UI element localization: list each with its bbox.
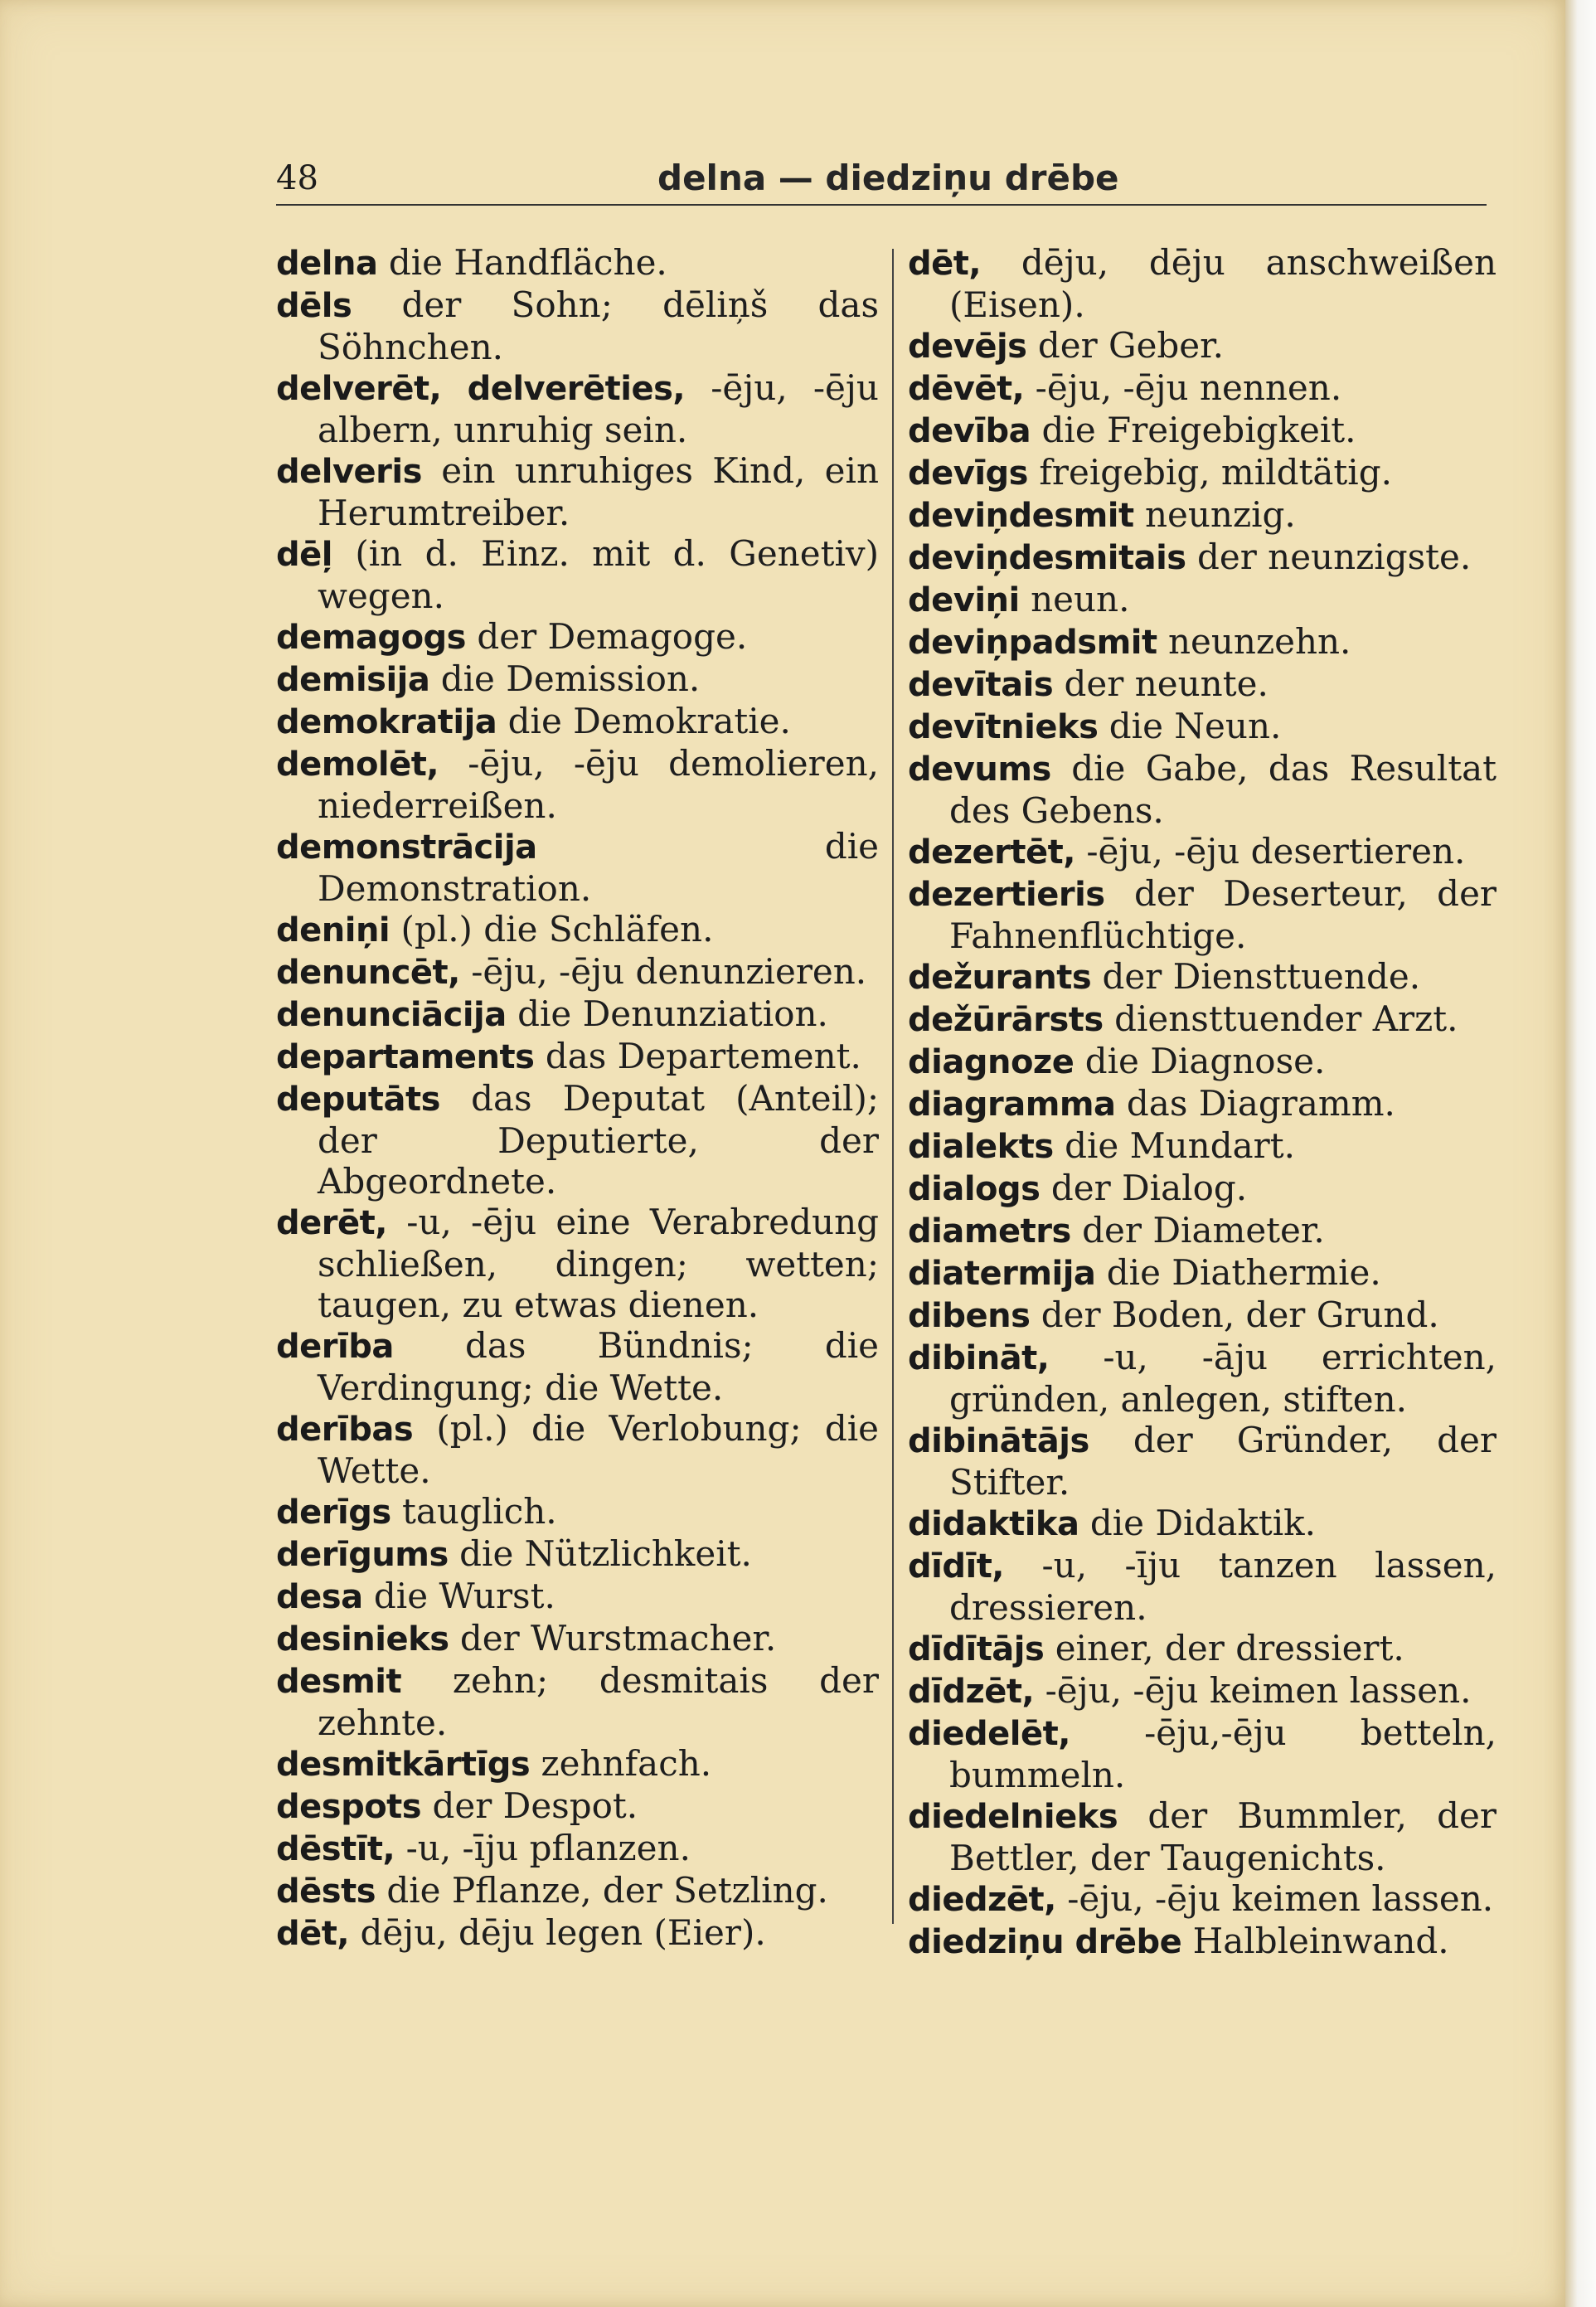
entry-definition: einer, der dressiert. [1055, 1628, 1404, 1668]
entry-definition: die Mundart. [1065, 1125, 1295, 1166]
entry-headword: devība [908, 412, 1031, 450]
dictionary-entry [276, 616, 879, 658]
left-column [276, 242, 879, 1955]
entry-definition: der Wurstmacher. [459, 1618, 777, 1659]
dictionary-entry [908, 956, 1497, 998]
dictionary-entry [908, 367, 1497, 410]
dictionary-entry [276, 1660, 879, 1743]
entry-headword: dežūrārsts [908, 1001, 1104, 1039]
entry-definition: Halbleinwand. [1192, 1921, 1449, 1961]
entry-definition: die Freigebigkeit. [1041, 410, 1356, 450]
entry-definition: -ēju, -ēju nennen. [1035, 367, 1342, 408]
dictionary-entry [276, 658, 879, 701]
entry-definition: die Wurst. [373, 1576, 555, 1616]
entry-definition: das Deputat (Anteil); der Deputierte, der Abgeordnete. [318, 1078, 880, 1202]
dictionary-entry [276, 993, 879, 1036]
entry-headword: dialogs [908, 1170, 1041, 1208]
entry-definition: -ēju, -ēju albern, unruhig sein. [318, 367, 879, 450]
entry-headword: diedziņu drēbe [908, 1923, 1182, 1961]
entry-headword: dēsts [276, 1872, 376, 1911]
entry-headword: deputāts [276, 1081, 440, 1119]
entry-definition: der Gründer, der Stifter. [949, 1420, 1497, 1503]
entry-definition: zehnfach. [541, 1743, 712, 1784]
entry-definition: (pl.) die Verlobung; die Wette. [318, 1408, 879, 1491]
entry-headword: diametrs [908, 1212, 1071, 1251]
entry-headword: dežurants [908, 959, 1092, 997]
entry-definition: der neunzigste. [1196, 537, 1472, 577]
dictionary-entry [276, 701, 879, 743]
dictionary-entry [276, 951, 879, 993]
entry-definition: die Neun. [1108, 706, 1282, 746]
entry-headword: dīdzēt, [908, 1673, 1035, 1711]
dictionary-entry [908, 1252, 1497, 1294]
dictionary-entry [276, 242, 879, 284]
entry-headword: dēt, [908, 245, 982, 283]
running-head: delna — diedziņu drēbe [657, 158, 1119, 198]
entry-headword: desmit [276, 1663, 402, 1701]
right-column [908, 242, 1497, 1963]
page-edge [1565, 0, 1596, 2307]
dictionary-entry [908, 1670, 1497, 1712]
entry-definition: die Diathermie. [1106, 1252, 1381, 1293]
entry-headword: demokratija [276, 703, 497, 741]
dictionary-entry [276, 1408, 879, 1491]
dictionary-entry [276, 1325, 879, 1408]
entry-headword: dēt, [276, 1915, 350, 1953]
entry-definition: die Diagnose. [1084, 1041, 1326, 1081]
entry-definition: die Demission. [440, 658, 701, 699]
dictionary-entry [908, 831, 1497, 873]
dictionary-entry [908, 410, 1497, 452]
entry-headword: delveris [276, 453, 422, 491]
entry-definition: -ēju, -ēju denunzieren. [471, 951, 867, 992]
entry-headword: dibens [908, 1297, 1031, 1335]
entry-headword: departaments [276, 1038, 535, 1076]
dictionary-entry [908, 1628, 1497, 1670]
dictionary-entry [276, 743, 879, 826]
entry-definition: der Despot. [432, 1785, 638, 1826]
entry-definition: der Diameter. [1082, 1210, 1325, 1251]
entry-definition: (pl.) die Schläfen. [400, 909, 714, 950]
column-divider [892, 249, 894, 1924]
entry-definition: -ēju, -ēju demolieren, niederreißen. [318, 743, 879, 826]
entry-headword: diedelnieks [908, 1798, 1118, 1836]
entry-headword: derības [276, 1411, 414, 1449]
dictionary-entry [908, 706, 1497, 748]
entry-headword: desmitkārtīgs [276, 1746, 531, 1784]
page-header [276, 154, 1487, 206]
dictionary-entry [908, 1545, 1497, 1628]
entry-definition: die Didaktik. [1089, 1503, 1316, 1543]
entry-headword: devītnieks [908, 708, 1099, 746]
dictionary-entry [908, 1420, 1497, 1503]
entry-definition: -ēju, -ēju desertieren. [1086, 831, 1466, 872]
entry-headword: devīgs [908, 454, 1028, 493]
dictionary-entry [908, 452, 1497, 494]
dictionary-entry [908, 1921, 1497, 1963]
entry-definition: ein unruhiges Kind, ein Herumtreiber. [318, 450, 879, 533]
entry-definition: der Demagoge. [477, 616, 748, 657]
entry-headword: dibinātājs [908, 1422, 1089, 1460]
entry-headword: diatermija [908, 1255, 1096, 1293]
entry-headword: derība [276, 1328, 394, 1366]
dictionary-entry [276, 1828, 879, 1870]
dictionary-entry [908, 579, 1497, 621]
dictionary-entry [908, 1041, 1497, 1083]
entry-headword: deviņdesmitais [908, 539, 1186, 577]
entry-headword: dialekts [908, 1128, 1054, 1166]
entry-definition: der Sohn; dēliņš das Söhnchen. [318, 284, 879, 367]
dictionary-entry [908, 242, 1497, 325]
entry-headword: dēļ [276, 536, 332, 574]
dictionary-entry [908, 1878, 1497, 1921]
entry-definition: die Nützlichkeit. [459, 1533, 752, 1574]
entry-definition: die Handfläche. [388, 242, 667, 283]
dictionary-entry [276, 1870, 879, 1912]
entry-definition: neunzig. [1144, 494, 1296, 535]
entry-definition: -u, -āju errichten, gründen, anlegen, stiften. [949, 1337, 1497, 1420]
dictionary-entry [908, 748, 1497, 831]
entry-headword: delna [276, 245, 378, 283]
entry-definition: -u, -īju pflanzen. [405, 1828, 691, 1868]
dictionary-entry [908, 1083, 1497, 1125]
entry-definition: die Gabe, das Resultat des Gebens. [949, 748, 1497, 831]
entry-headword: dīdītājs [908, 1630, 1045, 1668]
entry-definition: -ēju,-ēju betteln, bummeln. [949, 1712, 1497, 1795]
entry-definition: der Geber. [1037, 325, 1224, 366]
entry-definition: dēju, dēju legen (Eier). [360, 1912, 766, 1953]
dictionary-entry [276, 1618, 879, 1660]
dictionary-entry [276, 1202, 879, 1325]
dictionary-entry [908, 621, 1497, 663]
entry-definition: der Dialog. [1050, 1168, 1248, 1208]
dictionary-entry [276, 284, 879, 367]
entry-definition: die Pflanze, der Setzling. [386, 1870, 828, 1911]
entry-definition: zehn; desmitais der zehnte. [318, 1660, 879, 1743]
entry-definition: der Diensttuende. [1102, 956, 1421, 997]
dictionary-entry [908, 1712, 1497, 1795]
dictionary-entry [908, 1503, 1497, 1545]
dictionary-entry [276, 1743, 879, 1785]
entry-definition: der Bummler, der Bettler, der Taugenichts. [949, 1795, 1497, 1878]
entry-headword: diagramma [908, 1086, 1116, 1124]
entry-definition: diensttuender Arzt. [1114, 998, 1458, 1039]
entry-headword: derīgums [276, 1536, 449, 1574]
dictionary-entry [908, 1210, 1497, 1252]
entry-headword: deniņi [276, 911, 391, 950]
entry-headword: despots [276, 1788, 422, 1826]
dictionary-entry [276, 1533, 879, 1576]
entry-headword: dēls [276, 287, 352, 325]
entry-headword: demolēt, [276, 746, 439, 784]
entry-definition: freigebig, mildtätig. [1039, 452, 1392, 493]
entry-headword: diagnoze [908, 1043, 1075, 1081]
entry-headword: demisija [276, 661, 430, 699]
entry-headword: didaktika [908, 1505, 1079, 1543]
entry-definition: -ēju, -ēju keimen lassen. [1045, 1670, 1472, 1711]
entry-definition: (in d. Einz. mit d. Genetiv) wegen. [318, 533, 879, 616]
entry-definition: der Deserteur, der Fahnenflüchtige. [949, 873, 1497, 956]
entry-headword: derīgs [276, 1493, 391, 1532]
entry-definition: die Demokratie. [507, 701, 791, 741]
dictionary-entry [908, 873, 1497, 956]
dictionary-entry [276, 1912, 879, 1955]
entry-headword: devītais [908, 666, 1054, 704]
entry-headword: dēstīt, [276, 1830, 395, 1868]
dictionary-entry [276, 1036, 879, 1078]
dictionary-entry [908, 663, 1497, 706]
entry-definition: -u, -īju tanzen lassen, dressieren. [949, 1545, 1497, 1628]
entry-definition: -u, -ēju eine Verabredung schließen, dingen; wetten; taugen, zu etwas dienen. [318, 1202, 880, 1325]
entry-definition: neunzehn. [1167, 621, 1351, 662]
dictionary-entry [908, 998, 1497, 1041]
dictionary-entry [908, 537, 1497, 579]
entry-headword: delverēt, delverēties, [276, 370, 686, 408]
entry-definition: der neunte. [1064, 663, 1269, 704]
dictionary-entry [276, 1491, 879, 1533]
dictionary-entry [908, 1125, 1497, 1168]
entry-definition: die Demonstration. [318, 826, 879, 909]
entry-definition: das Bündnis; die Verdingung; die Wette. [318, 1325, 880, 1408]
dictionary-entry [908, 325, 1497, 367]
page-number: 48 [276, 159, 318, 197]
entry-definition: die Denunziation. [517, 993, 828, 1034]
entry-headword: desinieks [276, 1620, 449, 1659]
entry-headword: derēt, [276, 1204, 387, 1242]
dictionary-entry [908, 1337, 1497, 1420]
dictionary-entry [276, 533, 879, 616]
entry-headword: denuncēt, [276, 954, 460, 992]
dictionary-entry [908, 1795, 1497, 1878]
dictionary-entry [908, 494, 1497, 537]
entry-headword: diedelēt, [908, 1715, 1070, 1753]
entry-headword: dīdīt, [908, 1547, 1005, 1586]
entry-definition: das Diagramm. [1126, 1083, 1395, 1124]
entry-headword: denunciācija [276, 996, 507, 1034]
entry-headword: dezertieris [908, 876, 1105, 914]
entry-headword: diedzēt, [908, 1881, 1056, 1919]
entry-headword: desa [276, 1578, 363, 1616]
dictionary-entry [276, 909, 879, 951]
dictionary-entry [276, 367, 879, 450]
dictionary-entry [276, 826, 879, 909]
entry-definition: neun. [1031, 579, 1130, 619]
entry-headword: dēvēt, [908, 370, 1025, 408]
entry-definition: -ēju, -ēju keimen lassen. [1067, 1878, 1494, 1919]
entry-definition: der Boden, der Grund. [1041, 1294, 1439, 1335]
dictionary-entry [908, 1294, 1497, 1337]
entry-headword: devējs [908, 328, 1027, 366]
dictionary-entry [276, 1576, 879, 1618]
entry-headword: demagogs [276, 619, 466, 657]
dictionary-entry [276, 450, 879, 533]
entry-headword: demonstrācija [276, 828, 537, 867]
entry-headword: dezertēt, [908, 833, 1075, 872]
dictionary-entry [276, 1078, 879, 1202]
entry-headword: deviņi [908, 581, 1020, 619]
dictionary-entry [908, 1168, 1497, 1210]
entry-headword: dibināt, [908, 1339, 1050, 1377]
entry-headword: deviņdesmit [908, 497, 1134, 535]
entry-headword: devums [908, 750, 1051, 789]
entry-headword: deviņpadsmit [908, 624, 1157, 662]
entry-definition: das Departement. [545, 1036, 861, 1076]
entry-definition: tauglich. [402, 1491, 557, 1532]
entry-definition: dēju, dēju anschweißen (Eisen). [949, 242, 1497, 325]
dictionary-entry [276, 1785, 879, 1828]
